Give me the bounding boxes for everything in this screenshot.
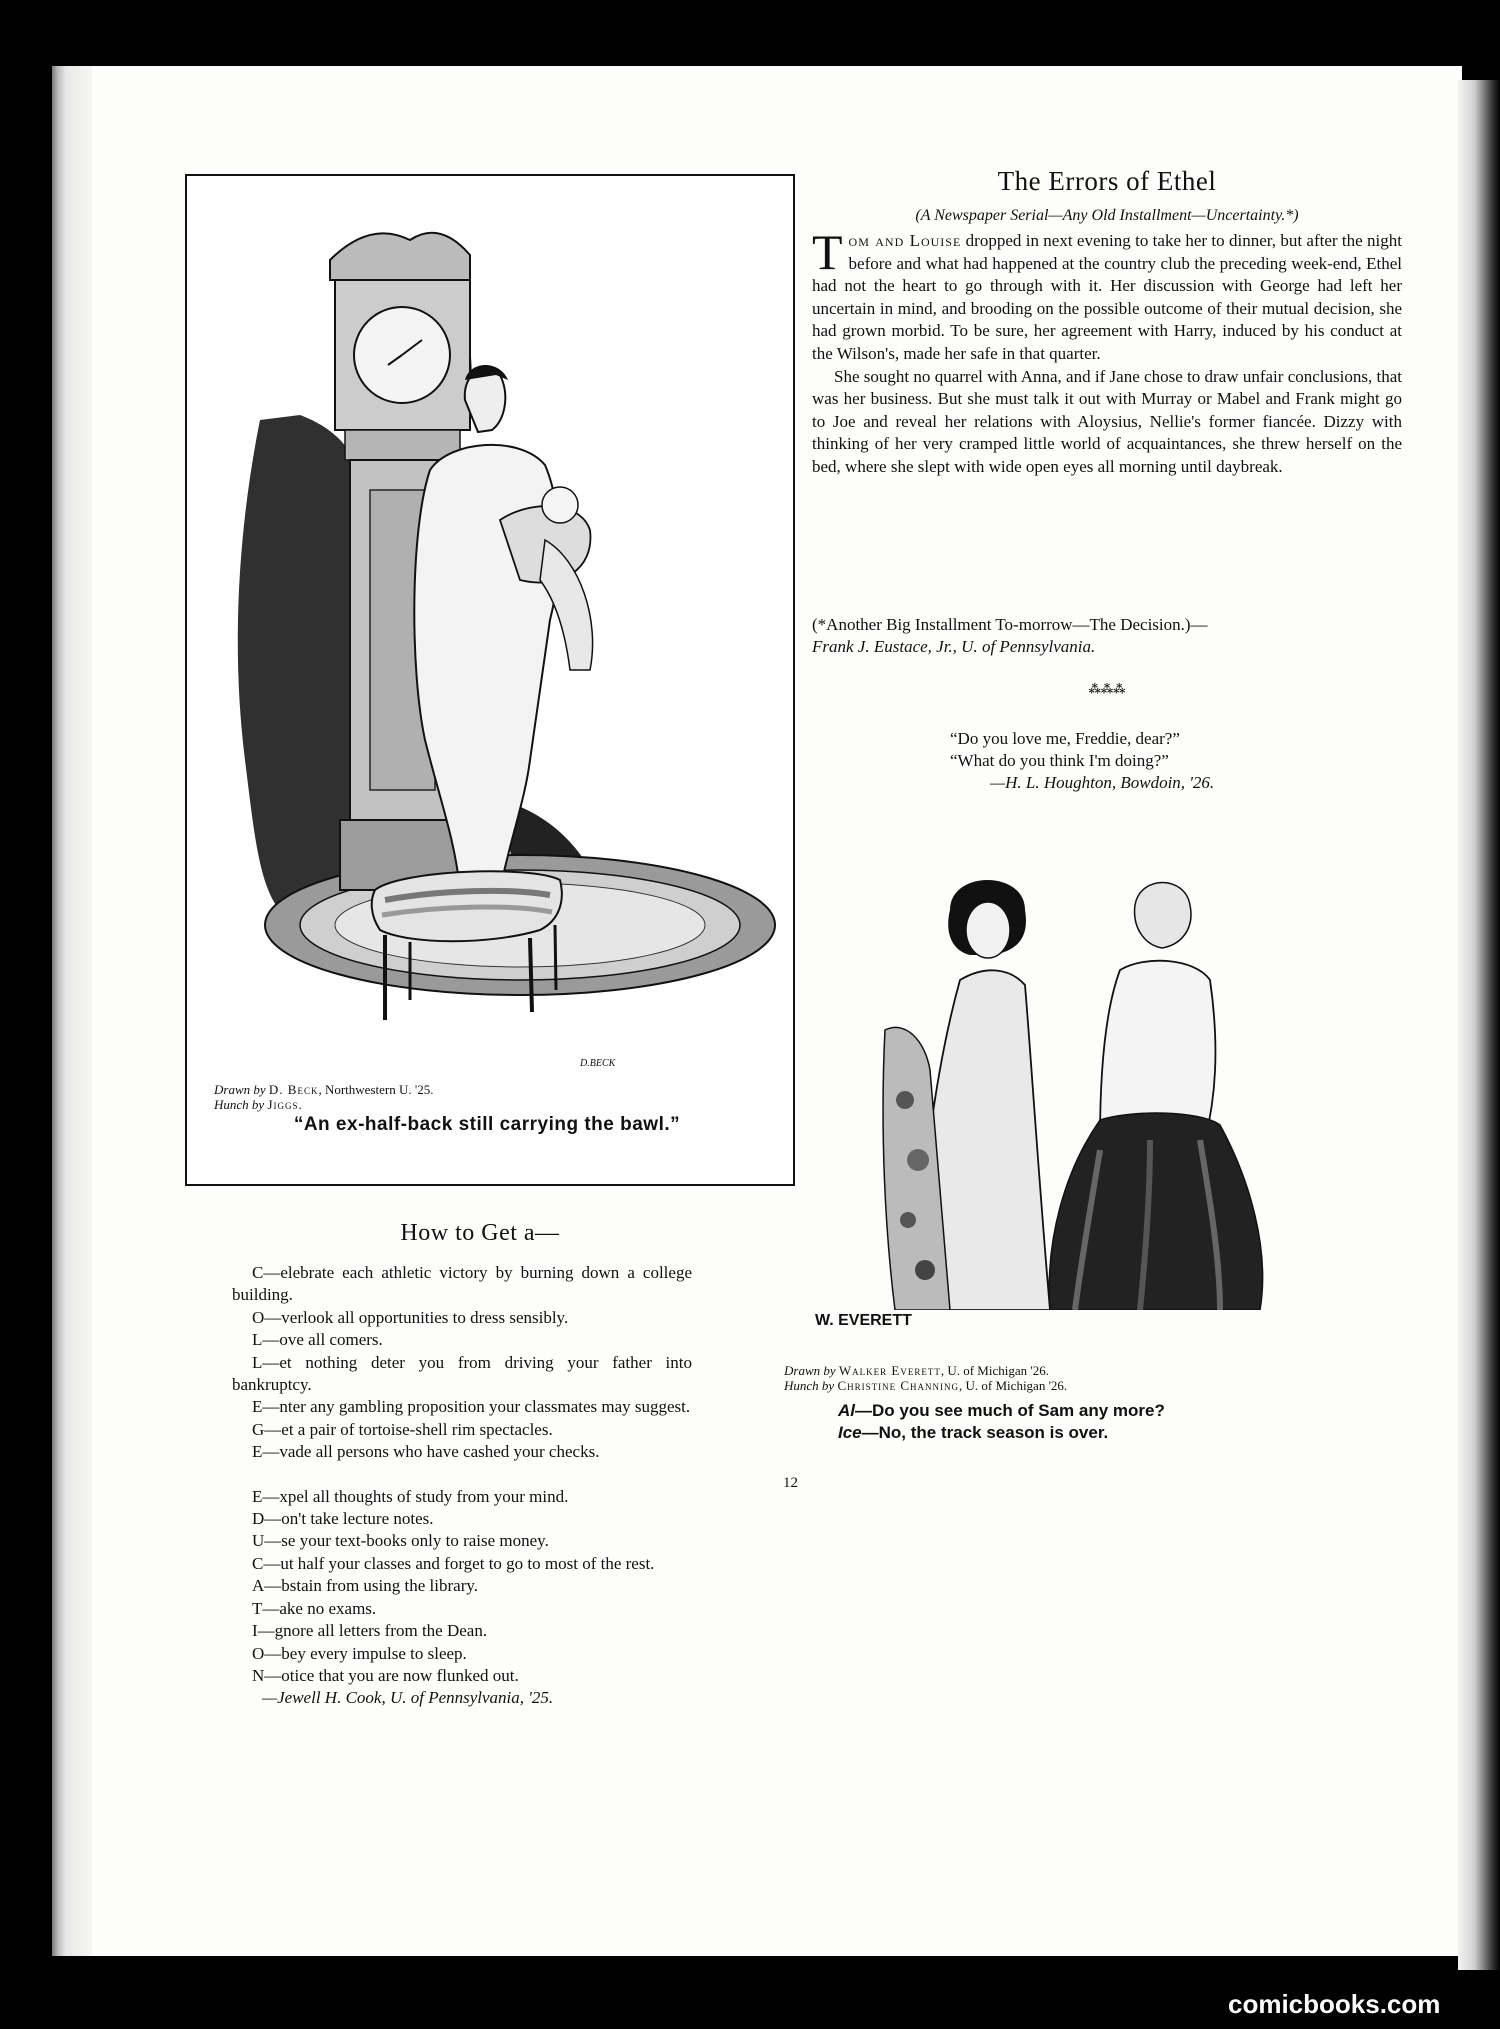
para1-text: dropped in next evening to take her to dinner, but after the night before and what had happened at the country club the preceding week-end, Ethel had not the heart to go through with it. Her discussion with George had left her uncertain in mind, and brooding on the possible outcome of their mutual decision, she had grown morbid. To be sure, her agreement with Harry, induced by his conduct at the Wilson's, made her safe in that quarter.: [812, 231, 1402, 363]
acrostic-line: D—on't take lecture notes.: [252, 1509, 434, 1529]
acrostic-line: T—ake no exams.: [252, 1598, 377, 1618]
acrostic-line: I—gnore all letters from the Dean.: [252, 1621, 488, 1641]
acrostic-line: O—bey every impulse to sleep.: [252, 1643, 467, 1663]
credit2-hunch-prefix: Hunch by: [784, 1378, 835, 1393]
errors-author: Frank J. Eustace, Jr., U. of Pennsylvania.: [812, 637, 1096, 656]
page-number: 12: [783, 1475, 798, 1491]
credit2-hunch-name: Christine Channing: [837, 1378, 960, 1393]
acrostic-group-1: [232, 1262, 692, 1464]
page-spine-shadow: [52, 66, 92, 1956]
caption-line-ice: [838, 1422, 1165, 1444]
how-to-get-author: —Jewell H. Cook, U. of Pennsylvania, '25.: [262, 1688, 554, 1708]
how-to-get-title: How to Get a—: [400, 1220, 560, 1246]
credit-hunch-name: Jiggs.: [267, 1097, 303, 1112]
errors-footnote: (*Another Big Installment To-morrow—The Decision.)—: [812, 615, 1208, 634]
errors-body: [812, 224, 1402, 479]
credit2-drawn-name: Walker Everett: [838, 1363, 941, 1378]
acrostic-line: O—verlook all opportunities to dress sensibly.: [252, 1307, 569, 1327]
freddie-joke: [950, 728, 1214, 794]
ornament: ⁂⁂⁂: [1088, 682, 1126, 696]
freddie-author: —H. L. Houghton, Bowdoin, '26.: [990, 773, 1215, 792]
acrostic-line: E—nter any gambling proposition your classmates may suggest.: [252, 1397, 691, 1417]
credit2-drawn-prefix: Drawn by: [784, 1363, 836, 1378]
errors-title: The Errors of Ethel: [997, 166, 1217, 196]
acrostic-line: E—xpel all thoughts of study from your mind.: [252, 1486, 569, 1506]
credit2-hunch-school: , U. of Michigan '26.: [959, 1378, 1068, 1393]
credit-drawn-school: , Northwestern U. '25.: [318, 1082, 434, 1097]
acrostic-group-2: [232, 1486, 692, 1688]
acrostic-line: L—ove all comers.: [252, 1330, 383, 1350]
cartoon2-caption: [838, 1400, 1165, 1444]
line-ice-text: —No, the track season is over.: [861, 1423, 1109, 1442]
errors-para2: She sought no quarrel with Anna, and if Jane chose to draw unfair conclusions, that was her business. But she must talk it out with Murray or Mabel and Frank might go to Joe and reveal her relations with Aloysius, Nellie's former fiancée. Dizzy with thinking of her very cramped little world of acquaintances, she threw herself on the bed, where she slept with wide open eyes all morning until daybreak.: [812, 366, 1402, 476]
acrostic-line: U—se your text-books only to raise money.: [252, 1531, 549, 1551]
credit-hunch-channing: [784, 1378, 1067, 1393]
freddie-line2: “What do you think I'm doing?”: [950, 751, 1169, 770]
signature-everett: W. EVERETT: [815, 1312, 912, 1329]
how-to-get-list: [232, 1262, 692, 1710]
acrostic-line: L—et nothing deter you from driving your father into bankruptcy.: [232, 1352, 692, 1395]
errors-subtitle: (A Newspaper Serial—Any Old Installment—Uncertainty.*): [915, 207, 1299, 224]
acrostic-line: N—otice that you are now flunked out.: [252, 1665, 519, 1685]
cartoon1-caption: “An ex-half-back still carrying the bawl.”: [293, 1114, 681, 1135]
drop-cap: T: [812, 224, 843, 280]
errors-para1: [812, 224, 1402, 366]
speaker-al: Al: [838, 1401, 855, 1420]
facing-page-edge: [1458, 80, 1500, 1970]
acrostic-line: C—elebrate each athletic victory by burning down a college building.: [232, 1263, 692, 1305]
freddie-line1: “Do you love me, Freddie, dear?”: [950, 729, 1180, 748]
credit-hunch-prefix: Hunch by: [214, 1097, 265, 1112]
acrostic-line: C—ut half your classes and forget to go to most of the rest.: [252, 1553, 655, 1573]
line-al-text: —Do you see much of Sam any more?: [855, 1401, 1165, 1420]
credit-drawn-beck: [214, 1082, 433, 1097]
acrostic-line: G—et a pair of tortoise-shell rim spectacles.: [252, 1419, 553, 1439]
illustration-grandfather-clock: [200, 200, 780, 1080]
caption-line-al: [838, 1400, 1165, 1422]
credit-drawn-name: D. Beck: [268, 1082, 319, 1097]
lead-smallcaps: om and Louise: [848, 231, 962, 250]
credit-drawn-prefix: Drawn by: [214, 1082, 266, 1097]
credit2-drawn-school: , U. of Michigan '26.: [940, 1363, 1049, 1378]
credit-hunch-jiggs: [214, 1097, 303, 1112]
signature-beck: D.BECK: [580, 1058, 616, 1069]
credit-drawn-everett: [784, 1363, 1049, 1378]
acrostic-line: E—vade all persons who have cashed your checks.: [252, 1442, 600, 1462]
watermark: comicbooks.com: [1228, 1989, 1441, 2019]
acrostic-line: A—bstain from using the library.: [252, 1576, 478, 1596]
speaker-ice: Ice: [838, 1423, 862, 1442]
illustration-two-women: [800, 870, 1360, 1310]
